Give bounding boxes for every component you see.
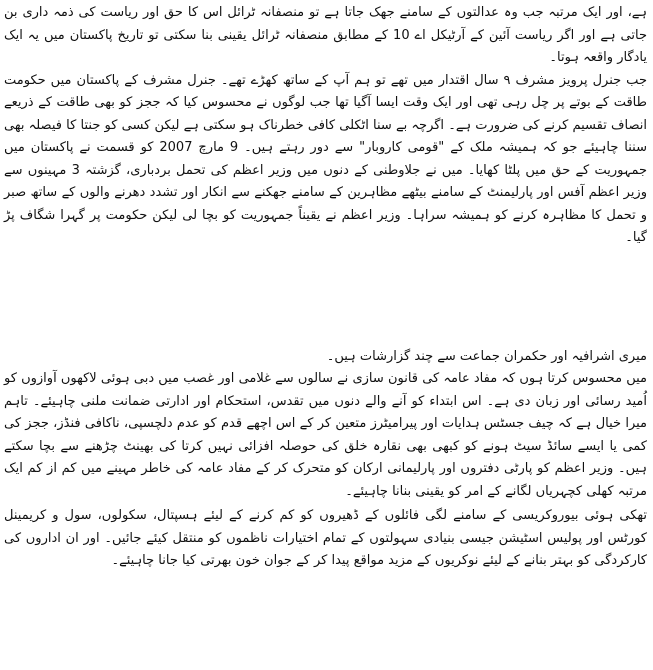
blank-space (4, 250, 647, 346)
paragraph-public-interest-legislation: میں محسوس کرتا ہوں کہ مفاد عامہ کی قانون سازی نے سالوں سے غلامی اور غصب میں دبی ہوئی لاکھوں آوازوں کو اُمید رسائی اور زبان دی ہے۔ اس ابتداء کو آنے والے دنوں میں تقدس، استحکام اور ادارتی ضمانت ملنی چاہیئے۔ تاہم میرا خیال ہے کہ چیف جسٹس ہدایات اور پیرامیٹرز متعین کر کے اس اچھے قدم کو عدم دلچسپی، ناکافی فنڈز، ججز کی کمی یا ایسے سائڈ سیٹ ہونے کو کبھی بھی نقارہ خلق کی حوصلہ افزائی نہیں کرتا کی بھینٹ چڑھنے سے بچا سکتے ہیں۔ وزیر اعظم کو پارٹی دفتروں اور پارلیمانی ارکان کو متحرک کر کے مفاد عامہ کی خاطر مہینے میں کم از کم ایک مرتبہ کھلی کچہریاں لگانے کے امر کو یقینی بنانا چاہیئے۔ (4, 371, 647, 499)
paragraph-bureaucracy-reform: تھکی ہوئی بیوروکریسی کے سامنے لگی فائلوں کے ڈھیروں کو کم کرنے کے لیئے ہسپتال، سکولوں، سول و کریمینل کورٹس اور پولیس اسٹیشن جیسی بنیادی سہولتوں کے تمام اختیارات ناظموں کو منتقل کیئے جائیں۔ اور ان اداروں کی کارکردگی کو بہتر بنانے کے لیئے نوکریوں کے مزید مواقع پیدا کر کے جوان خون بھرتی کیا جانا چاہیئے۔ (4, 508, 647, 568)
paragraph-musharraf-era: جب جنرل پرویز مشرف ۹ سال اقتدار میں تھے تو ہم آپ کے ساتھ کھڑے تھے۔ جنرل مشرف کے پاکستان میں حکومت طاقت کے بوتے پر چل رہی تھی اور ایک وقت ایسا آگیا تھا جب لوگوں نے محسوس کیا کہ ججز کو بھی طاقت کے ذریعے انصاف تقسیم کرنے کی ضرورت ہے۔ اگرچہ بے سنا اٹکلی کافی خطرناک ہو سکتی ہے لیکن کسی کو جنتا کا فیصلہ بھی سننا چاہیئے جو کہ ہمیشہ ملک کے "قومی کاروبار" سے دور رہتے ہیں۔ 9 مارچ 2007 کو قسمت نے پاکستان میں جمہوریت کے حق میں پلٹا کھایا۔ میں نے جلاوطنی کے دنوں میں وزیر اعظم کی تحمل بردباری، گزشتہ 3 مہینوں سے وزیر اعظم آفس اور پارلیمنٹ کے سامنے بیٹھے مظاہرین کے سامنے جھکنے سے انکار اور تشدد دھرنے والوں کے ساتھ صبر و تحمل کا مظاہرہ کرنے کو ہمیشہ سراہا۔ وزیر اعظم نے یقیناً جمہوریت کو بچا لی لیکن حکومت پر گہرا شگاف پڑ گیا۔ (4, 72, 647, 245)
paragraph-fair-trial: ہے، اور ایک مرتبہ جب وہ عدالتوں کے سامنے جھک جاتا ہے تو منصفانہ ٹرائل اس کا حق اور ریاست کی ذمہ داری بن جاتی ہے اور اگر ریاست آئین کے آرٹیکل اے 10 کے مطابق منصفانہ ٹرائل یقینی بنا سکتی تو تاریخ پاکستان میں یہ ایک یادگار واقعہ ہوتا۔ (4, 5, 647, 65)
paragraph-requests-intro: میری اشرافیہ اور حکمران جماعت سے چند گزارشات ہیں۔ (326, 348, 647, 364)
